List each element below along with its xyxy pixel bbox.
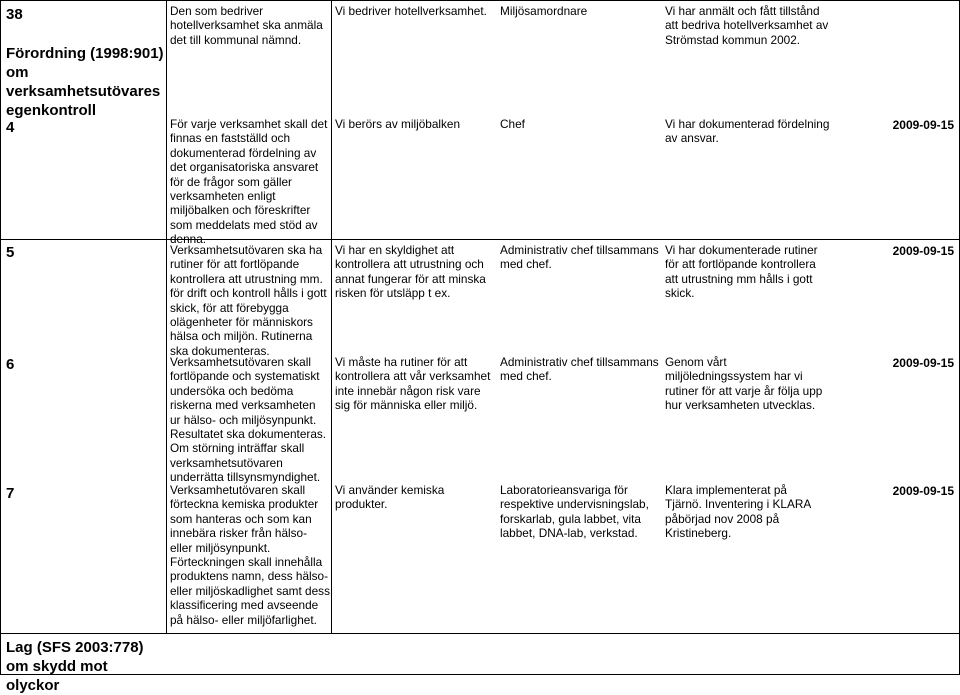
regulation-heading: Lag (SFS 2003:778) om skydd mot olyckor (6, 639, 144, 694)
paragraph-number: 5 (6, 244, 15, 261)
row-divider (0, 0, 960, 1)
status-text: Vi har dokumenterad fördelning av ansvar. (665, 117, 830, 146)
applicability-text: Vi berörs av miljöbalken (335, 117, 461, 131)
column-divider (166, 0, 167, 633)
requirement-text: Den som bedriver hotellverksamhet ska anmäla det till kommunal nämnd. (170, 4, 323, 47)
requirement-text: Verksamhetsutövaren ska ha rutiner för att fortlöpande kontrollera att utrustning mm. för drift och kontroll hålls i gott skick, för att förebygga olägenheter för människors hälsa och miljön. Rutinerna ska dokumenteras. (170, 243, 327, 358)
date-value: 2009-09-15 (892, 484, 954, 498)
status-text: Vi har anmält och fått tillstånd att bedriva hotellverksamhet av Strömstad kommun 2002. (665, 4, 829, 47)
date-value: 2009-09-15 (892, 118, 954, 132)
responsible-text: Miljösamordnare (500, 4, 588, 18)
responsible-text: Administrativ chef tillsammans med chef. (500, 243, 659, 272)
requirement-text: Verksamhetutövaren skall förteckna kemiska produkter som hanteras och som kan innebära risker från hälso- eller miljösynpunkt. Förteckningen skall innehålla produktens namn, dess hälso- eller miljöskadlighet samt dess klassificering med avseende på hälso- eller miljöfarlighet. (170, 483, 330, 627)
applicability-text: Vi använder kemiska produkter. (335, 483, 445, 512)
responsible-text: Chef (500, 117, 525, 131)
status-text: Klara implementerat på Tjärnö. Inventering i KLARA påbörjad nov 2008 på Kristineberg. (665, 483, 811, 541)
paragraph-number: 6 (6, 356, 15, 373)
date-value: 2009-09-15 (892, 244, 954, 258)
row-divider (0, 239, 960, 240)
applicability-text: Vi bedriver hotellverksamhet. (335, 4, 487, 18)
requirement-text: Verksamhetsutövaren skall fortlöpande och systematiskt undersöka och bedöma riskerna med verksamheten ur hälso- och miljösynpunkt. Resultatet ska dokumenteras. Om störning inträffar skall verksamhetsutövaren underrätta tillsynsmyndighet. (170, 355, 327, 485)
regulation-heading: Förordning (1998:901) om verksamhetsutövares egenkontroll (6, 45, 164, 119)
applicability-text: Vi har en skyldighet att kontrollera att utrustning och annat fungerar för att minska risken för utsläpp t ex. (335, 243, 486, 301)
requirement-text: För varje verksamhet skall det finnas en fastställd och dokumenterad fördelning av det organisatoriska ansvaret för de frågor som gäller verksamheten enligt miljöbalken och föreskrifter som meddelats med stöd av denna. (170, 117, 328, 247)
paragraph-number: 4 (6, 119, 15, 136)
applicability-text: Vi måste ha rutiner för att kontrollera att vår verksamhet inte innebär någon risk vare sig för människa eller miljö. (335, 355, 491, 413)
status-text: Vi har dokumenterade rutiner för att fortlöpande kontrollera att utrustning mm hålls i gott skick. (665, 243, 818, 301)
responsible-text: Laboratorieansvariga för respektive undervisningslab, forskarlab, gula labbet, vita labbet, DNA-lab, verkstad. (500, 483, 649, 541)
paragraph-number: 38 (6, 6, 23, 23)
column-divider (0, 0, 1, 675)
row-divider (0, 633, 960, 634)
status-text: Genom vårt miljöledningssystem har vi rutiner för att varje år följa upp hur verksamheten utvecklas. (665, 355, 823, 413)
paragraph-number: 7 (6, 485, 15, 502)
responsible-text: Administrativ chef tillsammans med chef. (500, 355, 659, 384)
date-value: 2009-09-15 (892, 356, 954, 370)
